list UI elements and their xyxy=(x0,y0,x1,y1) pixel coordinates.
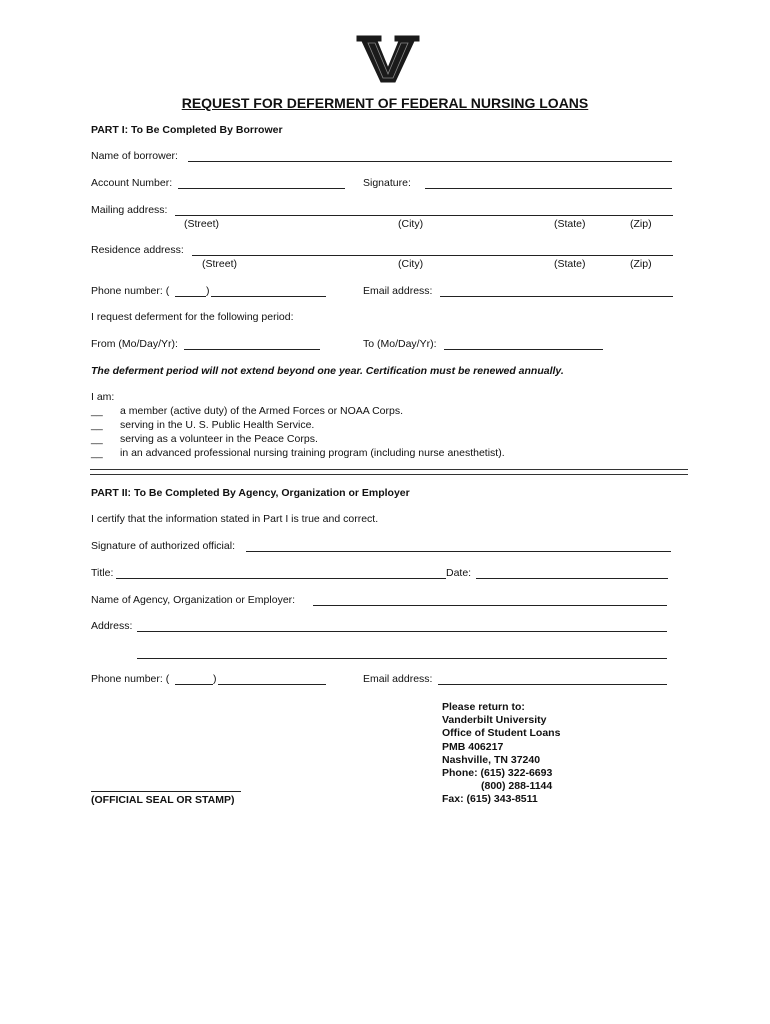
signature-field[interactable] xyxy=(425,188,672,189)
to-date-field[interactable] xyxy=(444,349,603,350)
option-armed-forces: a member (active duty) of the Armed Forces or NOAA Corps. xyxy=(120,405,404,417)
phone-area-code-field[interactable] xyxy=(175,296,206,297)
agency-phone-number-field[interactable] xyxy=(218,684,326,685)
option-checkbox[interactable]: __ xyxy=(91,419,103,431)
option-checkbox[interactable]: __ xyxy=(91,433,103,445)
option-public-health: serving in the U. S. Public Health Service. xyxy=(120,419,315,431)
official-seal-line[interactable] xyxy=(91,791,241,792)
return-address-block xyxy=(442,701,560,807)
phone-number-field[interactable] xyxy=(211,296,326,297)
return-line: Office of Student Loans xyxy=(442,727,561,740)
section-divider xyxy=(90,469,688,470)
option-nursing-program: in an advanced professional nursing training program (including nurse anesthetist). xyxy=(120,447,505,459)
email-field[interactable] xyxy=(440,296,673,297)
agency-name-field[interactable] xyxy=(313,605,667,606)
title-label: Title: xyxy=(91,567,114,579)
i-am-label: I am: xyxy=(91,391,115,403)
agency-address-field[interactable] xyxy=(137,631,667,632)
mailing-address-label: Mailing address: xyxy=(91,204,168,216)
part1-heading: PART I: To Be Completed By Borrower xyxy=(91,124,283,136)
borrower-name-label: Name of borrower: xyxy=(91,150,178,162)
return-line: PMB 406217 xyxy=(442,740,504,753)
mailing-zip-caption: (Zip) xyxy=(630,218,652,230)
mailing-state-caption: (State) xyxy=(554,218,586,230)
agency-phone-label: Phone number: ( xyxy=(91,673,170,685)
return-fax: Fax: (615) 343-8511 xyxy=(442,793,538,806)
certify-text: I certify that the information stated in Part I is true and correct. xyxy=(91,513,379,525)
official-seal-label: (OFFICIAL SEAL OR STAMP) xyxy=(91,794,235,806)
phone-paren: ) xyxy=(206,285,210,297)
return-heading: Please return to: xyxy=(442,701,525,713)
email-label: Email address: xyxy=(363,285,433,297)
phone-label: Phone number: ( xyxy=(91,285,170,297)
mailing-street-caption: (Street) xyxy=(184,218,220,230)
agency-email-field[interactable] xyxy=(438,684,667,685)
mailing-city-caption: (City) xyxy=(398,218,424,230)
borrower-name-field[interactable] xyxy=(188,161,672,162)
residence-state-caption: (State) xyxy=(554,258,586,270)
form-title: REQUEST FOR DEFERMENT OF FEDERAL NURSING LOANS xyxy=(181,95,589,111)
residence-address-label: Residence address: xyxy=(91,244,184,256)
agency-phone-area-code-field[interactable] xyxy=(175,684,213,685)
request-period-text: I request deferment for the following period: xyxy=(91,311,294,323)
return-phone2: (800) 288-1144 xyxy=(481,780,553,793)
signature-label: Signature: xyxy=(363,177,411,189)
account-number-label: Account Number: xyxy=(91,177,173,189)
option-checkbox[interactable]: __ xyxy=(91,447,103,459)
from-date-label: From (Mo/Day/Yr): xyxy=(91,338,178,350)
option-checkbox[interactable]: __ xyxy=(91,405,103,417)
from-date-field[interactable] xyxy=(184,349,320,350)
authorized-signature-field[interactable] xyxy=(246,551,671,552)
return-line: Vanderbilt University xyxy=(442,714,547,727)
date-field[interactable] xyxy=(476,578,668,579)
deferment-notice: The deferment period will not extend beyond one year. Certification must be renewed annually. xyxy=(91,365,564,377)
mailing-address-field[interactable] xyxy=(175,215,673,216)
option-peace-corps: serving as a volunteer in the Peace Corps. xyxy=(120,433,318,445)
agency-address-line2-field[interactable] xyxy=(137,658,667,659)
account-number-field[interactable] xyxy=(178,188,345,189)
to-date-label: To (Mo/Day/Yr): xyxy=(363,338,437,350)
residence-address-field[interactable] xyxy=(192,255,673,256)
date-label: Date: xyxy=(446,567,472,579)
agency-email-label: Email address: xyxy=(363,673,433,685)
agency-name-label: Name of Agency, Organization or Employer: xyxy=(91,594,296,606)
authorized-signature-label: Signature of authorized official: xyxy=(91,540,235,552)
residence-street-caption: (Street) xyxy=(202,258,238,270)
agency-phone-paren: ) xyxy=(213,673,217,685)
residence-city-caption: (City) xyxy=(398,258,424,270)
title-field[interactable] xyxy=(116,578,446,579)
return-line: Phone: (615) 322-6693 xyxy=(442,767,553,780)
section-divider xyxy=(90,474,688,475)
return-line: Nashville, TN 37240 xyxy=(442,753,541,766)
residence-zip-caption: (Zip) xyxy=(630,258,652,270)
vanderbilt-v-logo xyxy=(355,34,421,89)
part2-heading: PART II: To Be Completed By Agency, Organization or Employer xyxy=(91,487,410,499)
agency-address-label: Address: xyxy=(91,620,133,632)
